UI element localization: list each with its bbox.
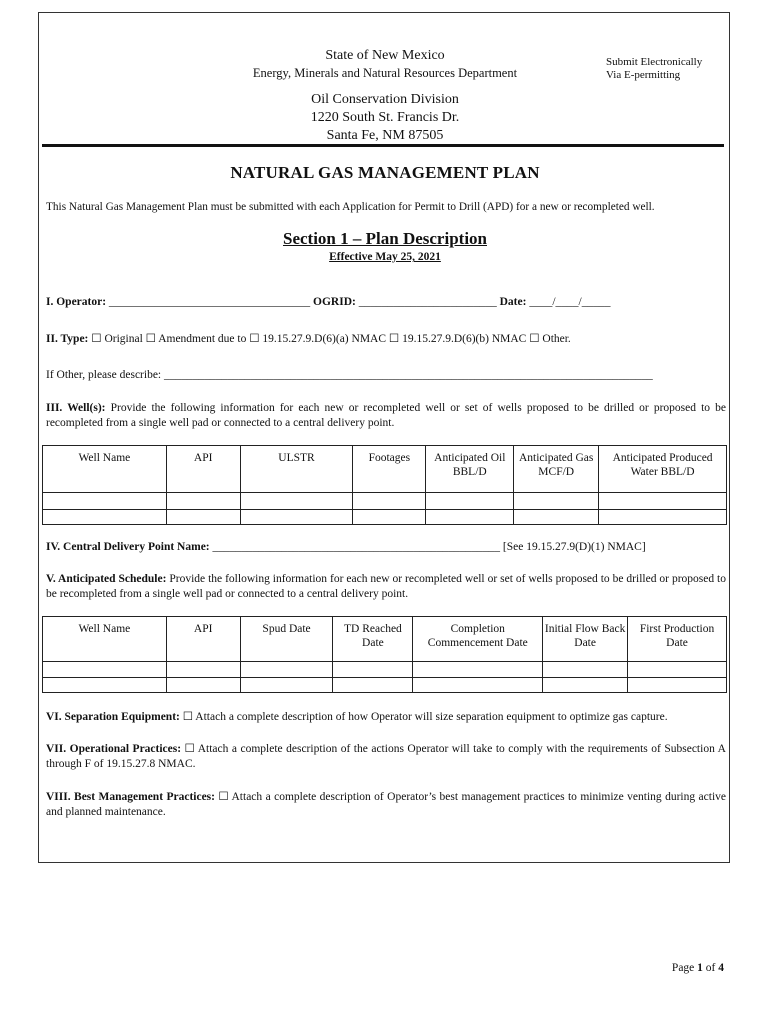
col-api: API <box>166 617 240 662</box>
col-spud-date: Spud Date <box>240 617 333 662</box>
operational-text[interactable]: ☐ Attach a complete description of the actions Operator will take to comply with the requirements of Subsection A through F of 19.15.27.8 NMAC. <box>46 743 726 770</box>
operator-field[interactable]: ___________________________________ <box>108 296 311 308</box>
schedule-label: V. Anticipated Schedule: <box>46 573 167 585</box>
separation-label: VI. Separation Equipment: <box>46 711 180 723</box>
page-of: of <box>705 962 716 974</box>
table-row <box>43 493 727 510</box>
separation-text[interactable]: ☐ Attach a complete description of how Operator will size separation equipment to optimize gas capture. <box>179 711 668 723</box>
cell[interactable] <box>426 493 514 510</box>
cell[interactable] <box>426 510 514 525</box>
col-ulstr: ULSTR <box>240 446 353 493</box>
delivery-line <box>46 540 726 555</box>
col-oil: Anticipated Oil BBL/D <box>426 446 514 493</box>
table-row <box>43 678 727 693</box>
intro-text: This Natural Gas Management Plan must be submitted with each Application for Permit to Drill (APD) for a new or recompleted well. <box>46 201 655 213</box>
header-rule <box>42 144 724 147</box>
col-td-reached: TD Reached Date <box>333 617 413 662</box>
ogrid-label: OGRID: <box>313 296 356 308</box>
cell[interactable] <box>166 493 240 510</box>
bmp-label: VIII. Best Management Practices: <box>46 791 215 803</box>
cell[interactable] <box>353 493 426 510</box>
section-title: Section 1 – Plan Description <box>283 229 487 248</box>
cell[interactable] <box>599 493 727 510</box>
other-field[interactable]: _____________________________________________________________________________________ <box>164 369 653 381</box>
col-footages: Footages <box>353 446 426 493</box>
department-name: Energy, Minerals and Natural Resources Department <box>252 66 518 80</box>
division-name: Oil Conservation Division <box>311 92 459 107</box>
col-well-name: Well Name <box>43 617 167 662</box>
cell[interactable] <box>43 662 167 678</box>
cell[interactable] <box>628 662 727 678</box>
cell[interactable] <box>514 493 599 510</box>
schedule-paragraph <box>46 572 726 602</box>
submit-line-1: Submit Electronically <box>606 56 703 68</box>
wells-label: III. Well(s): <box>46 402 106 414</box>
cell[interactable] <box>413 662 543 678</box>
delivery-label: IV. Central Delivery Point Name: <box>46 541 210 553</box>
col-api: API <box>166 446 240 493</box>
cell[interactable] <box>166 662 240 678</box>
wells-paragraph <box>46 401 726 431</box>
operator-label: I. Operator: <box>46 296 107 308</box>
bmp-paragraph <box>46 790 726 820</box>
col-water: Anticipated Produced Water BBL/D <box>599 446 727 493</box>
page-number <box>672 962 724 974</box>
cell[interactable] <box>628 678 727 693</box>
submit-line-2: Via E-permitting <box>606 69 681 81</box>
cell[interactable] <box>240 678 333 693</box>
cell[interactable] <box>333 678 413 693</box>
separation-line <box>46 710 726 725</box>
page-total: 4 <box>718 962 724 974</box>
other-describe-line <box>46 368 726 383</box>
cell[interactable] <box>240 662 333 678</box>
operational-paragraph <box>46 742 726 772</box>
table-row <box>43 662 727 678</box>
address-line-2: Santa Fe, NM 87505 <box>326 128 444 143</box>
cell[interactable] <box>353 510 426 525</box>
delivery-ref: [See 19.15.27.9(D)(1) NMAC] <box>502 541 646 553</box>
cell[interactable] <box>543 662 628 678</box>
ogrid-field[interactable]: ________________________ <box>358 296 497 308</box>
cell[interactable] <box>43 678 167 693</box>
wells-table-header <box>43 446 727 493</box>
col-completion: Completion Commencement Date <box>413 617 543 662</box>
page-title: NATURAL GAS MANAGEMENT PLAN <box>230 163 540 182</box>
schedule-table <box>42 616 727 693</box>
cell[interactable] <box>166 510 240 525</box>
date-field[interactable]: ____/____/_____ <box>529 296 611 308</box>
schedule-table-header <box>43 617 727 662</box>
cell[interactable] <box>43 510 167 525</box>
col-well-name: Well Name <box>43 446 167 493</box>
date-label: Date: <box>499 296 527 308</box>
cell[interactable] <box>514 510 599 525</box>
cell[interactable] <box>240 510 353 525</box>
wells-text: Provide the following information for each new or recompleted well or set of wells proposed to be drilled or proposed to be recompleted from a single well pad or connected to a central delivery point. <box>46 402 726 429</box>
operator-line <box>46 295 726 310</box>
col-first-production: First Production Date <box>628 617 727 662</box>
schedule-text: Provide the following information for each new or recompleted well or set of wells proposed to be drilled or proposed to be recompleted from a single well pad or connected to a central delivery point. <box>46 573 726 600</box>
page-prefix: Page <box>671 962 695 974</box>
col-flow-back: Initial Flow Back Date <box>543 617 628 662</box>
col-gas: Anticipated Gas MCF/D <box>514 446 599 493</box>
delivery-field[interactable]: __________________________________________________ <box>212 541 501 553</box>
cell[interactable] <box>543 678 628 693</box>
cell[interactable] <box>166 678 240 693</box>
type-options[interactable]: ☐ Original ☐ Amendment due to ☐ 19.15.27.9.D(6)(a) NMAC ☐ 19.15.27.9.D(6)(b) NMAC ☐ Other. <box>91 333 571 345</box>
wells-table <box>42 445 727 525</box>
address-line-1: 1220 South St. Francis Dr. <box>310 110 460 125</box>
type-line <box>46 332 726 347</box>
type-label: II. Type: <box>46 333 89 345</box>
cell[interactable] <box>413 678 543 693</box>
effective-date: Effective May 25, 2021 <box>329 251 441 263</box>
cell[interactable] <box>599 510 727 525</box>
other-label: If Other, please describe: <box>46 369 162 381</box>
submit-note <box>606 56 702 82</box>
state-name: State of New Mexico <box>325 48 445 63</box>
cell[interactable] <box>333 662 413 678</box>
cell[interactable] <box>43 493 167 510</box>
page-current: 1 <box>697 962 703 974</box>
bmp-text[interactable]: ☐ Attach a complete description of Operator’s best management practices to minimize venting during active and planned maintenance. <box>46 791 726 818</box>
operational-label: VII. Operational Practices: <box>46 743 182 755</box>
cell[interactable] <box>240 493 353 510</box>
table-row <box>43 510 727 525</box>
